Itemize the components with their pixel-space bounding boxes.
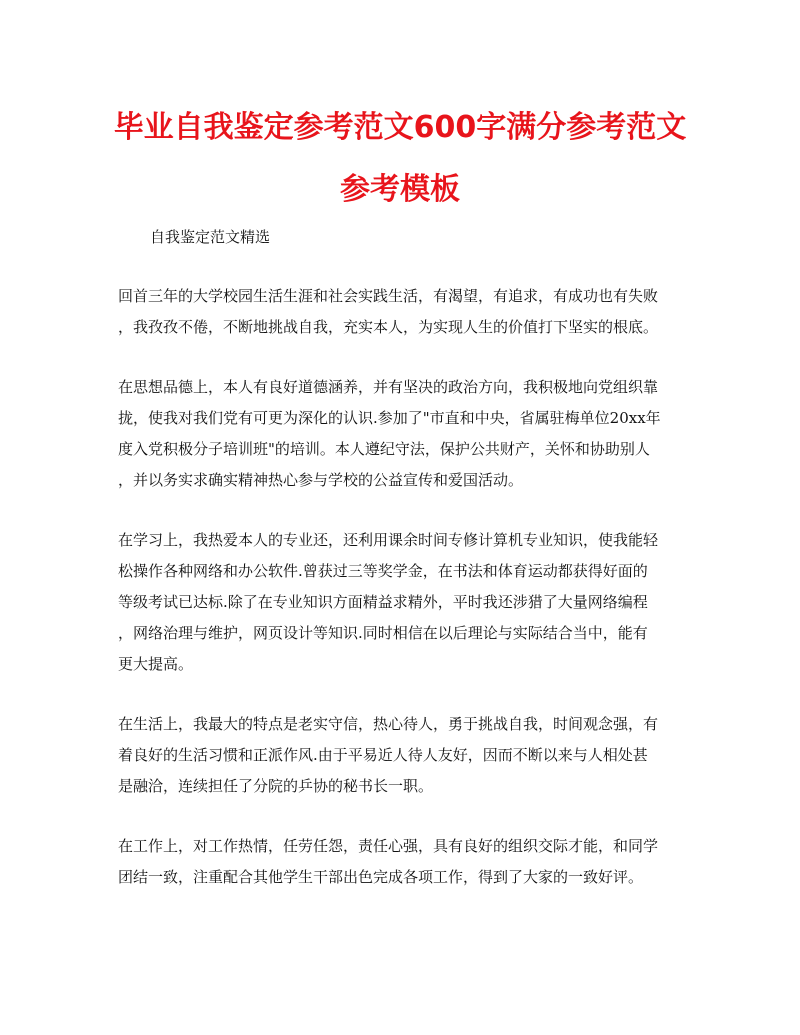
paragraph-ideology [118, 372, 690, 496]
text-line: 更大提高。 [118, 655, 194, 673]
document-subtitle: 自我鉴定范文精选 [150, 228, 271, 246]
paragraph-study [118, 525, 690, 680]
text-line: 在思想品德上，本人有良好道德涵养，并有坚决的政治方向，我积极地向党组织靠 [118, 378, 659, 396]
text-line: 等级考试已达标.除了在专业知识方面精益求精外，平时我还涉猎了大量网络编程 [118, 593, 648, 611]
paragraph-review [118, 281, 690, 343]
text-line: ，网络治理与维护，网页设计等知识.同时相信在以后理论与实际结合当中，能有 [118, 624, 648, 642]
document-title-line-2: 参考模板 [340, 172, 460, 207]
text-line: 松操作各种网络和办公软件.曾获过三等奖学金，在书法和体育运动都获得好面的 [118, 562, 648, 580]
text-line: 在生活上，我最大的特点是老实守信，热心待人，勇于挑战自我，时间观念强，有 [118, 715, 659, 733]
text-line: 度入党积极分子培训班"的培训。本人遵纪守法，保护公共财产，关怀和协助别人 [118, 440, 650, 458]
document-title-line-1: 毕业自我鉴定参考范文600字满分参考范文 [113, 110, 687, 145]
text-line: 拢，使我对我们党有可更为深化的认识.参加了"市直和中央，省属驻梅单位20xx年 [118, 409, 661, 427]
text-line: 回首三年的大学校园生活生涯和社会实践生活，有渴望，有追求，有成功也有失败 [118, 287, 659, 305]
text-line: 是融洽，连续担任了分院的乒协的秘书长一职。 [118, 777, 434, 795]
text-line: ，我孜孜不倦，不断地挑战自我，充实本人，为实现人生的价值打下坚实的根底。 [118, 318, 659, 336]
text-line: 在学习上，我热爱本人的专业还，还利用课余时间专修计算机专业知识，使我能轻 [118, 531, 659, 549]
text-line: ，并以务实求确实精神热心参与学校的公益宣传和爱国活动。 [118, 471, 524, 489]
text-line: 在工作上，对工作热情，任劳任怨，责任心强，具有良好的组织交际才能，和同学 [118, 837, 659, 855]
paragraph-life [118, 709, 690, 802]
text-line: 团结一致，注重配合其他学生干部出色完成各项工作，得到了大家的一致好评。 [118, 868, 644, 886]
paragraph-work [118, 831, 690, 893]
text-line: 着良好的生活习惯和正派作风.由于平易近人待人友好，因而不断以来与人相处甚 [118, 746, 648, 764]
